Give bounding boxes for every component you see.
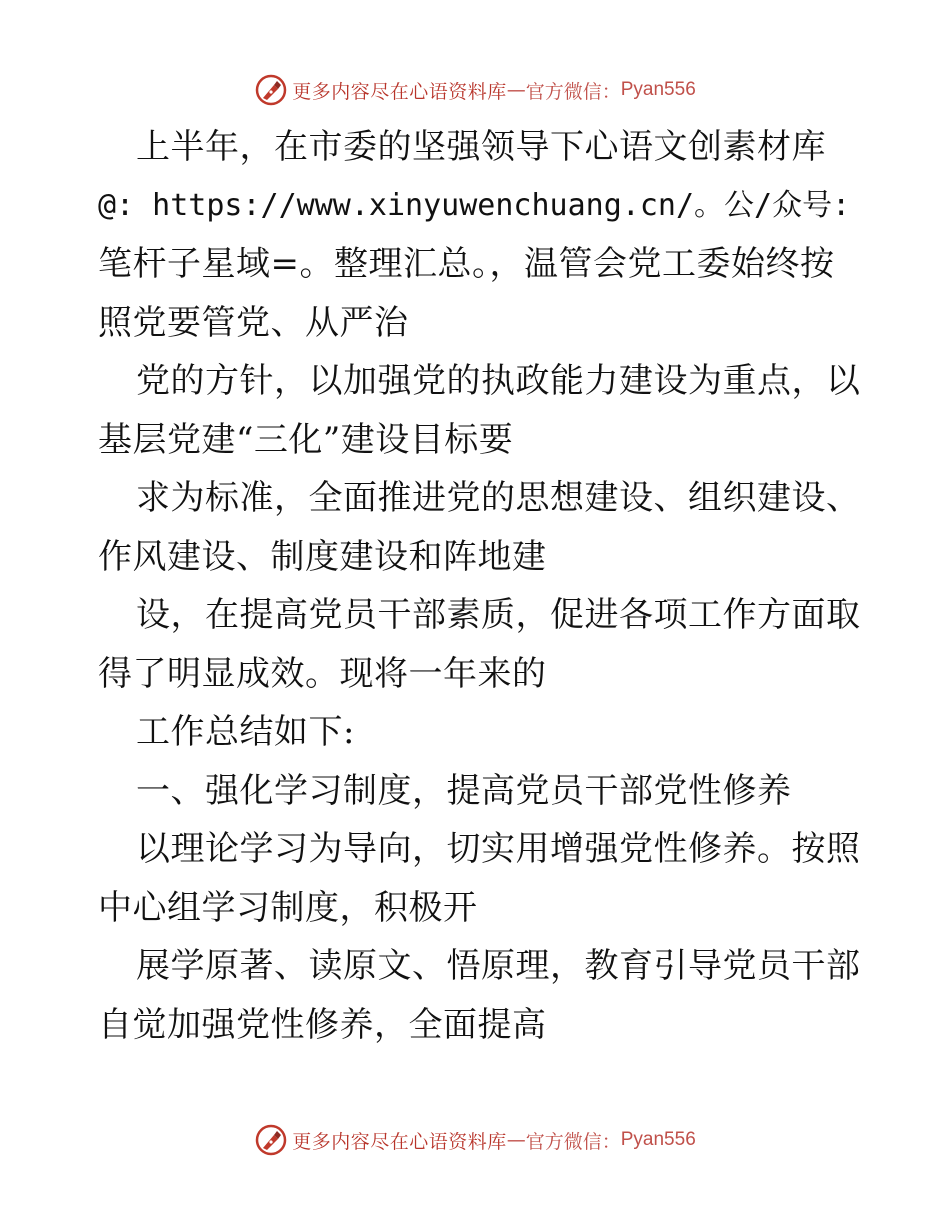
text-line: 工作总结如下: [136, 712, 355, 752]
pen-nib-logo-icon [254, 73, 288, 107]
footer-banner [0, 1120, 950, 1160]
banner-dash: — [506, 1129, 526, 1151]
text-line: 笔杆子星域=。整理汇总。，温管会党工委始终按 [98, 244, 835, 284]
text-line: 上半年，在市委的坚强领导下心语文创素材库 [136, 127, 826, 167]
text-line: 得了明显成效。现将一年来的 [98, 653, 547, 694]
banner-main-text: 更多内容尽在心语资料库 [292, 1130, 507, 1153]
pen-nib-logo-icon [254, 1123, 288, 1157]
document-body [98, 118, 861, 1054]
banner-wechat-id: Pyan556 [620, 1129, 696, 1150]
section-heading: 一、强化学习制度，提高党员干部党性修养 [136, 770, 792, 811]
text-line: 基层党建“三化”建设目标要 [98, 419, 514, 460]
text-line: 自觉加强党性修养，全面提高 [98, 1004, 547, 1045]
header-banner [0, 70, 950, 110]
text-line: 以理论学习为导向，切实用增强党性修养。按照 [136, 829, 861, 869]
text-line: 党的方针，以加强党的执政能力建设为重点，以 [136, 361, 861, 401]
text-line: 求为标准，全面推进党的思想建设、组织建设、 [136, 478, 861, 518]
banner-sub-text: 官方微信： [525, 1130, 621, 1153]
text-line: 作风建设、制度建设和阵地建 [98, 536, 547, 577]
text-line: 展学原著、读原文、悟原理，教育引导党员干部 [136, 946, 861, 986]
banner-sub-text: 官方微信： [525, 80, 621, 103]
banner-main-text: 更多内容尽在心语资料库 [292, 80, 507, 103]
text-line: 设，在提高党员干部素质，促进各项工作方面取 [136, 595, 861, 635]
text-line: 中心组学习制度，积极开 [98, 887, 478, 928]
banner-dash: — [506, 79, 526, 101]
text-line: @: https://www.xinyuwenchuang.cn/。公/众号: [98, 187, 851, 223]
text-line: 照党要管党、从严治 [98, 302, 409, 343]
banner-wechat-id: Pyan556 [620, 79, 696, 100]
